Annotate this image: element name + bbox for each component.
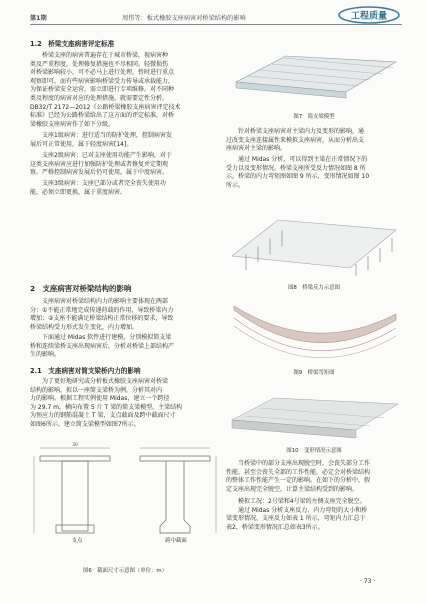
section-2-title: 2 支座病害对桥梁结构的影响 bbox=[30, 284, 132, 293]
text-line: 为保证桥梁安全运营，需立即进行专项维修。对不同种 bbox=[30, 86, 175, 94]
fig6-label-support: 支点 bbox=[71, 538, 83, 544]
text-line: 支座1级病害：进行适当的防护处理，控制病害发 bbox=[42, 132, 172, 139]
text-line: 示，桥梁的内力弯矩图如图 9 所示，变形情况如图 10 bbox=[226, 173, 370, 181]
journal-logo-text: 工程质量 bbox=[350, 11, 388, 22]
text-line: 结构的影响，拟以一座简支梁桥为例，分析其对内 bbox=[30, 386, 163, 394]
text-line: 受力以及变形情况。桥梁支座所受反力情况如图 8 所 bbox=[226, 164, 366, 172]
right-paragraph-3 bbox=[226, 460, 404, 494]
paragraph-4 bbox=[30, 180, 220, 197]
header-rule bbox=[30, 24, 402, 25]
text-line: 如图6所示。建立简支梁模型如图7所示。 bbox=[30, 420, 140, 428]
text-line: 通过 Midas 分析，可以得到主梁在正常情况下的 bbox=[238, 156, 368, 163]
text-line: 所示。 bbox=[226, 181, 245, 189]
figure-9-caption: 图9 桥梁弯矩图 bbox=[293, 370, 335, 376]
text-line: 模拟工况：2号梁和4号梁的左侧支座完全脱空。 bbox=[238, 498, 366, 505]
paragraph-5 bbox=[30, 298, 220, 332]
text-line: 梁变形情况，支座反力如表 1 所示，弯矩内力汇总于 bbox=[226, 515, 366, 523]
text-line: 类及程度的病害对应的处理措施，就需要定性分析。 bbox=[30, 94, 169, 102]
text-line: 过改变支座连接属性来模拟支座病害，从而分析出支 bbox=[226, 136, 365, 144]
text-line: 通过 Midas 分析支座反力、内力弯矩的大小和桥 bbox=[238, 506, 368, 514]
right-paragraph-4 bbox=[226, 498, 404, 532]
figure-8-reaction-diagram bbox=[226, 196, 402, 278]
text-line: 标准》已经为公路桥梁给出了这方面的评定标准，对桥 bbox=[30, 112, 175, 120]
text-line: 类及严重程度，处理修复措施也不尽相同。轻微损伤 bbox=[30, 60, 169, 68]
fig6-label-midspan: 跨中截面 bbox=[165, 538, 187, 544]
text-line: 桥梁支座的病害普遍存在于城市桥梁，视病害种 bbox=[42, 52, 169, 59]
text-line: 分：①不能正常地完成传递荷载的作用，导致桥梁内力 bbox=[30, 306, 174, 314]
paragraph-2 bbox=[30, 132, 220, 149]
text-line: 支座病害对桥梁结构内力的影响主要体现在两部 bbox=[42, 298, 169, 305]
figure-9-moment-diagram bbox=[226, 296, 402, 364]
text-line: 针对桥梁支座病害对主梁内力及变形的影响，通 bbox=[238, 128, 365, 135]
text-line: 这类支座病害应进行加强防护处理或者修复并定期观 bbox=[30, 160, 169, 168]
figure-10-caption: 图10 变形情况示意图 bbox=[286, 448, 342, 454]
issue-number: 第1期 bbox=[30, 15, 47, 22]
text-line: DB32/T 2172—2012《公路桥梁橡胶支座病害评定技术 bbox=[30, 103, 181, 111]
running-title: 周伟等：板式橡胶支座病害对桥梁结构的影响 bbox=[122, 15, 246, 22]
section-2-1-title: 2.1 支座病害对简支梁桥内力的影响 bbox=[30, 367, 141, 375]
text-line: 观察即可。而有些病害影响桥梁受力传导或承载能力， bbox=[30, 77, 175, 85]
right-paragraph-2 bbox=[226, 156, 404, 190]
figure-7-caption: 图7 简支梁模型 bbox=[293, 114, 335, 120]
figure-6-caption: 图6 截面尺寸示意图（单位：m） bbox=[82, 568, 168, 574]
text-line: 生的影响。 bbox=[30, 351, 61, 359]
text-line: 当桥梁中的部分支座出现脱空时，会丧失部分工作 bbox=[238, 460, 371, 467]
fig6-dimension-label: 30 bbox=[72, 443, 78, 448]
text-line: 表2，桥梁变形情况汇总如表3所示。 bbox=[226, 523, 324, 531]
paragraph-1 bbox=[30, 52, 220, 129]
journal-logo bbox=[338, 6, 400, 24]
paragraph-3 bbox=[30, 152, 220, 178]
figure-8-caption: 图8 桥梁反力示意图 bbox=[288, 285, 340, 291]
text-line: 定支座出现完全脱空，计算主梁结构受到的影响。 bbox=[226, 485, 359, 493]
text-line: 为 29.7 m，横向布置 5 片 T 梁的简支梁模型。主梁结构 bbox=[30, 403, 183, 411]
text-line: 的整体工作性能产生一定的影响。在如下的分析中，假 bbox=[226, 477, 371, 485]
text-line: 桥和连续梁桥支座出现病害后，分析对桥梁上部结构产 bbox=[30, 342, 175, 350]
text-line: 性能，甚至会丧失全部的工作性能，必定会对桥梁结构 bbox=[226, 468, 371, 476]
figure-6-section-sketch bbox=[32, 440, 220, 562]
text-line: 桥梁结构受力形式发生变化，内力增加。 bbox=[30, 323, 139, 331]
text-line: 为了更好地研究或分析板式橡胶支座病害对桥梁 bbox=[42, 378, 169, 385]
text-line: 座病害对主梁的影响。 bbox=[226, 145, 287, 153]
figure-7-beam-model bbox=[226, 36, 402, 106]
text-line: 支座2级病害：已对支座使用功能产生影响，对于 bbox=[42, 152, 172, 159]
text-line: 下面通过 Midas 软件进行建模，分别模拟简支梁 bbox=[42, 334, 172, 341]
text-line: 增加；②支座不能满足桥梁结构正常位移的要求，导致 bbox=[30, 315, 174, 323]
text-line: 展后可正常使用，属于轻度病害[14]。 bbox=[30, 140, 133, 148]
paragraph-7 bbox=[30, 378, 220, 430]
right-paragraph-1 bbox=[226, 128, 404, 154]
text-line: 力的影响。根据工程实例使用 Midas，建立一个跨径 bbox=[30, 395, 170, 403]
section-1-2-title: 1.2 桥梁支座病害评定标准 bbox=[30, 40, 115, 48]
text-line: 对桥梁影响较小，可不必马上进行处理，暂时进行重点 bbox=[30, 69, 175, 77]
text-line: 梁橡胶支座病害作了如下分级。 bbox=[30, 120, 115, 128]
paragraph-6 bbox=[30, 334, 220, 360]
text-line: 为预应力的钢筋混凝土 T 梁，支点截面及跨中截面尺寸 bbox=[30, 412, 176, 420]
text-line: 察。严格控制病害发展后仍可使用，属于中度病害。 bbox=[30, 169, 169, 177]
text-line: 能，必须立即更换，属于重度病害。 bbox=[30, 188, 127, 196]
figure-10-deformation-diagram bbox=[226, 380, 402, 442]
page-number: · 73 · bbox=[360, 578, 376, 585]
text-line: 支座3级病害：支座已部分或者完全丧失使用功 bbox=[42, 180, 166, 187]
